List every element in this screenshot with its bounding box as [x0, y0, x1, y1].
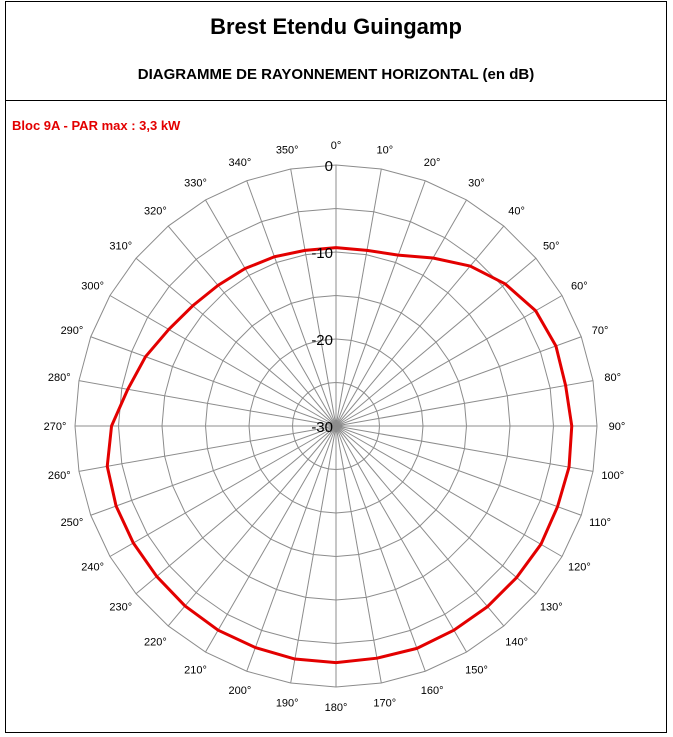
- grid-spoke-22: [168, 426, 336, 626]
- angle-tick-label: 200°: [228, 685, 252, 698]
- angle-tick-label: 270°: [43, 421, 67, 433]
- angle-tick-label: 130°: [539, 601, 563, 614]
- angle-tick-label: 100°: [601, 469, 625, 482]
- grid-spoke-16: [336, 426, 425, 671]
- angle-tick-label: 320°: [143, 205, 167, 218]
- angle-tick-label: 20°: [423, 156, 441, 169]
- angle-tick-label: 40°: [508, 205, 525, 218]
- angle-tick-label: 250°: [60, 517, 84, 530]
- angle-tick-label: 240°: [81, 561, 105, 574]
- series-label: Bloc 9A - PAR max : 3,3 kW: [12, 118, 181, 133]
- angle-tick-label: 140°: [505, 636, 529, 649]
- grid-spoke-29: [91, 337, 336, 426]
- angle-tick-label: 150°: [465, 664, 488, 677]
- angle-tick-label: 310°: [109, 240, 133, 253]
- grid-spoke-31: [136, 258, 336, 426]
- angle-tick-label: 90°: [608, 421, 626, 433]
- grid-spoke-20: [247, 426, 336, 671]
- grid-spoke-2: [336, 181, 425, 426]
- radial-tick-label: -30: [311, 419, 333, 436]
- angle-tick-label: 0°: [330, 140, 342, 152]
- angle-tick-label: 220°: [143, 636, 167, 649]
- angle-tick-label: 110°: [589, 517, 612, 530]
- angle-tick-label: 70°: [591, 324, 609, 337]
- angle-tick-label: 300°: [81, 280, 105, 293]
- angle-tick-label: 30°: [468, 177, 485, 190]
- angle-tick-label: 180°: [324, 702, 348, 714]
- angle-tick-label: 60°: [571, 280, 588, 293]
- grid-spoke-14: [336, 426, 504, 626]
- grid-spoke-23: [136, 426, 336, 594]
- grid-spoke-7: [336, 337, 581, 426]
- angle-tick-label: 170°: [373, 697, 397, 710]
- angle-tick-label: 210°: [184, 664, 207, 677]
- grid-spoke-34: [247, 181, 336, 426]
- radial-tick-label: 0: [324, 158, 333, 175]
- angle-tick-label: 260°: [47, 469, 71, 482]
- angle-tick-label: 350°: [275, 144, 299, 157]
- angle-tick-label: 330°: [184, 177, 207, 190]
- angle-tick-label: 50°: [542, 240, 560, 253]
- angle-tick-label: 80°: [604, 372, 622, 385]
- chart-title: Brest Etendu Guingamp: [210, 14, 462, 39]
- grid-spoke-25: [91, 426, 336, 515]
- angle-tick-label: 230°: [109, 601, 133, 614]
- angle-tick-label: 340°: [228, 156, 252, 169]
- grid-spoke-13: [336, 426, 536, 594]
- angle-tick-label: 290°: [60, 324, 84, 337]
- angle-tick-label: 190°: [275, 697, 299, 710]
- radial-tick-label: -10: [311, 245, 333, 262]
- angle-tick-label: 120°: [567, 561, 591, 574]
- angle-tick-label: 10°: [376, 144, 394, 157]
- grid-spoke-11: [336, 426, 581, 515]
- radial-tick-label: -20: [311, 332, 333, 349]
- angle-tick-label: 160°: [420, 685, 444, 698]
- chart-subtitle: DIAGRAMME DE RAYONNEMENT HORIZONTAL (en dB): [137, 66, 535, 83]
- angle-tick-label: 280°: [47, 372, 71, 385]
